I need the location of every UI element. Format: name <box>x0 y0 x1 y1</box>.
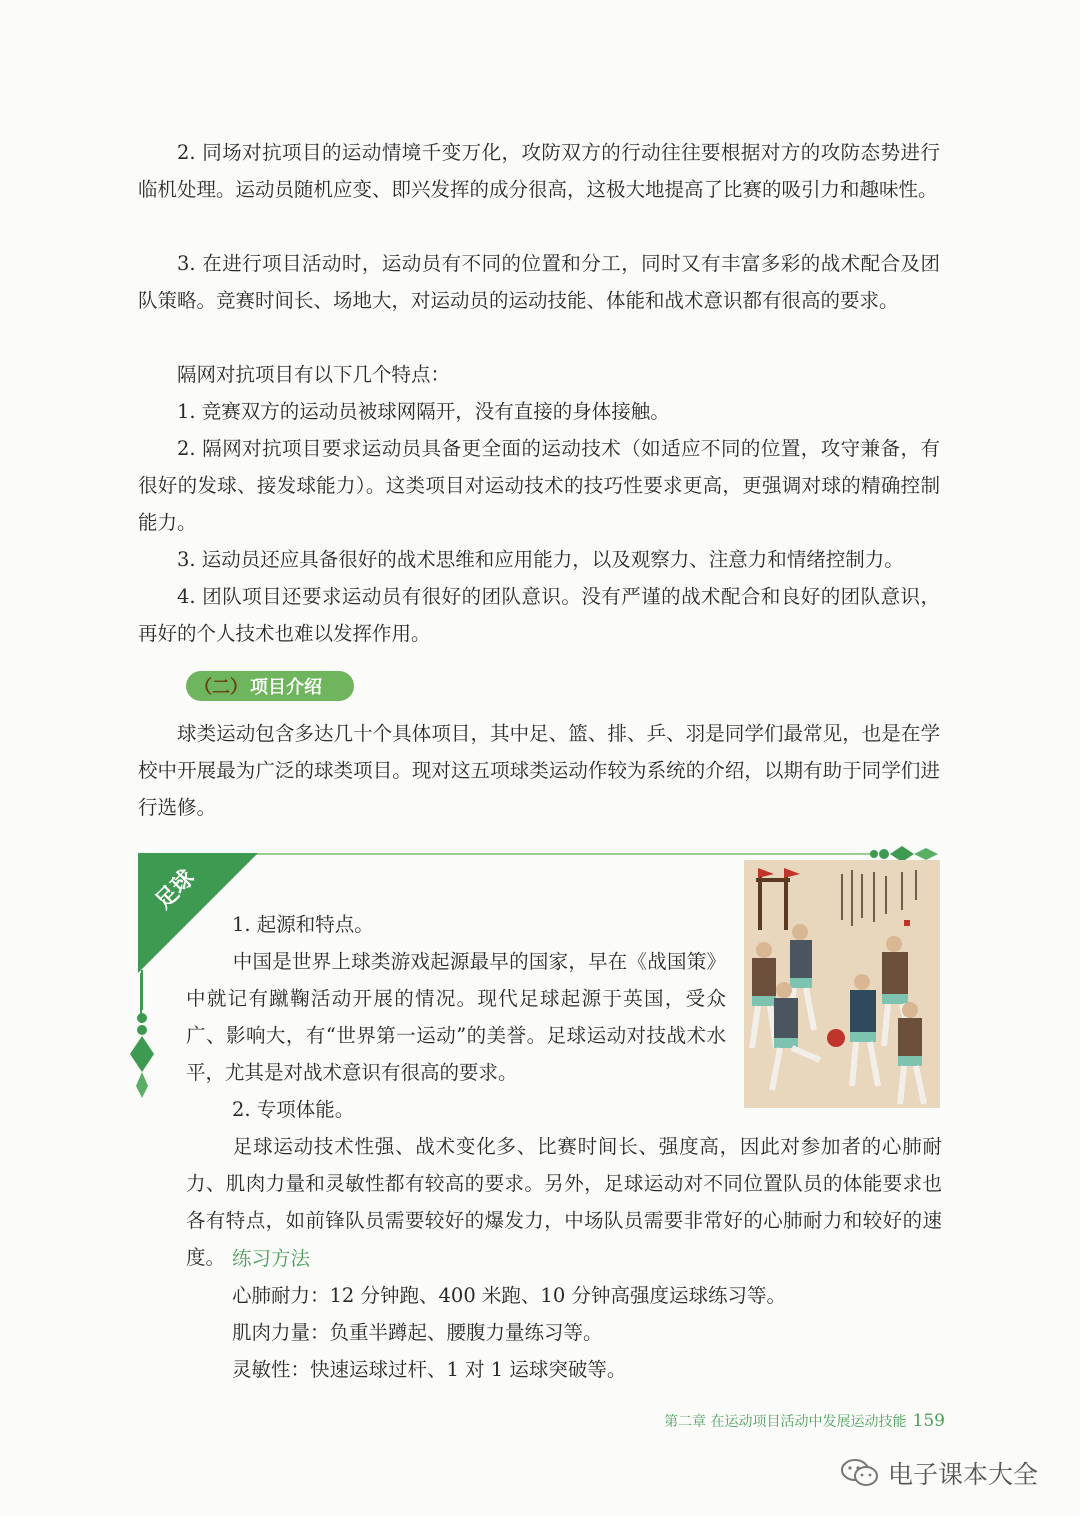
practice-item-strength: 肌肉力量：负重半蹲起、腰腹力量练习等。 <box>232 1321 603 1344</box>
football-heading-1: 1. 起源和特点。 <box>232 913 374 936</box>
watermark <box>840 1455 1038 1491</box>
paragraph-4: 1. 竞赛双方的运动员被球网隔开，没有直接的身体接触。 <box>177 400 670 423</box>
paragraph-1: 2. 同场对抗项目的运动情境千变万化，攻防双方的行动往往要根据对方的攻防态势进行临机处理。运动员随机应变、即兴发挥的成分很高，这极大地提高了比赛的吸引力和趣味性。 <box>138 141 940 201</box>
practice-item-cardio: 心肺耐力：12 分钟跑、400 米跑、10 分钟高强度运球练习等。 <box>232 1284 786 1307</box>
paragraph-7: 4. 团队项目还要求运动员有很好的团队意识。没有严谨的战术配合和良好的团队意识，再好的个人技术也难以发挥作用。 <box>138 585 940 645</box>
section-heading-tag <box>186 671 354 701</box>
football-origin-text: 中国是世界上球类游戏起源最早的国家，早在《战国策》中就记有蹴鞠活动开展的情况。现代足球起源于英国，受众广、影响大，有“世界第一运动”的美誉。足球运动对技战术水平，尤其是对战术意识有很高的要求。 <box>186 950 726 1084</box>
practice-item-agility: 灵敏性：快速运球过杆、1 对 1 运球突破等。 <box>232 1358 627 1381</box>
cuju-painting-image <box>744 860 940 1108</box>
paragraph-intro: 球类运动包含多达几十个具体项目，其中足、篮、排、乒、羽是同学们最常见，也是在学校中开展最为广泛的球类项目。现对这五项球类运动作较为系统的介绍，以期有助于同学们进行选修。 <box>138 722 940 819</box>
tassel-ornament-icon <box>126 970 158 1100</box>
football-heading-2: 2. 专项体能。 <box>232 1098 355 1121</box>
watermark-text: 电子课本大全 <box>888 1460 1039 1489</box>
paragraph-2: 3. 在进行项目活动时，运动员有不同的位置和分工，同时又有丰富多彩的战术配合及团队策略。竞赛时间长、场地大，对运动员的运动技能、体能和战术意识都有很高的要求。 <box>138 252 940 312</box>
footer-chapter-title: 第二章 在运动项目活动中发展运动技能 <box>664 1414 907 1430</box>
paragraph-3: 隔网对抗项目有以下几个特点： <box>177 363 451 386</box>
page-footer <box>664 1411 945 1431</box>
practice-method-heading: 练习方法 <box>232 1247 311 1270</box>
section-number: （二） <box>194 677 248 698</box>
wechat-icon <box>840 1458 880 1488</box>
paragraph-5: 2. 隔网对抗项目要求运动员具备更全面的运动技术（如适应不同的位置，攻守兼备，有很好的发球、接发球能力）。这类项目对运动技术的技巧性要求更高，更强调对球的精确控制能力。 <box>138 437 940 534</box>
page-number: 159 <box>912 1411 945 1431</box>
section-title: 项目介绍 <box>250 677 322 698</box>
football-fitness-text: 足球运动技术性强、战术变化多、比赛时间长、强度高，因此对参加者的心肺耐力、肌肉力量和灵敏性都有较高的要求。另外，足球运动对不同位置队员的体能要求也各有特点，如前锋队员需要较好的爆发力，中场队员需要非常好的心肺耐力和较好的速度。 <box>186 1135 942 1269</box>
football-corner-label: 足球 <box>151 865 200 915</box>
paragraph-6: 3. 运动员还应具备很好的战术思维和应用能力，以及观察力、注意力和情绪控制力。 <box>177 548 904 571</box>
